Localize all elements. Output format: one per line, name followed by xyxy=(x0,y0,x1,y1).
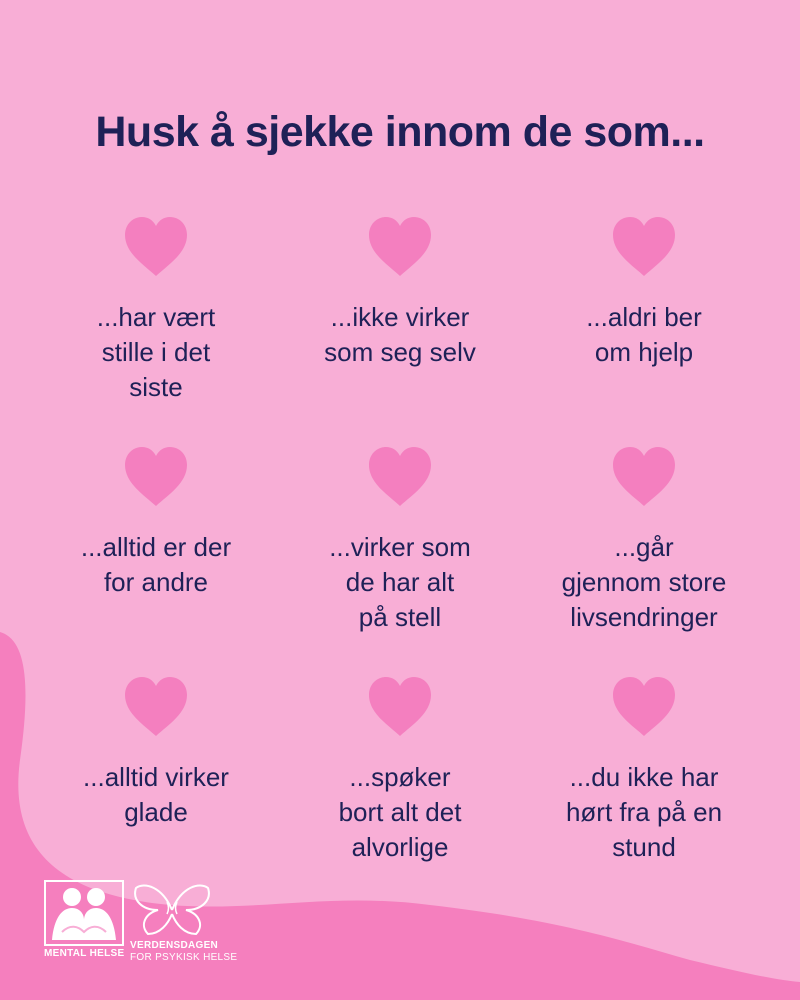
mental-helse-icon xyxy=(44,880,124,946)
item-text: ...har vært stille i det siste xyxy=(96,302,216,402)
butterfly-icon xyxy=(132,880,212,938)
heart-icon xyxy=(611,446,677,508)
item-0 xyxy=(34,216,278,405)
item-text: ...går gjennom store livsendringer xyxy=(561,532,727,632)
item-1 xyxy=(278,216,522,370)
heart-icon xyxy=(367,676,433,738)
item-7 xyxy=(278,676,522,865)
item-text: ...aldri ber om hjelp xyxy=(586,302,702,367)
mental-helse-logo xyxy=(44,880,124,962)
item-8 xyxy=(522,676,766,865)
item-3 xyxy=(34,446,278,600)
item-text: ...spøker bort alt det alvorlige xyxy=(338,762,462,862)
heart-icon xyxy=(123,676,189,738)
heart-icon xyxy=(611,676,677,738)
item-text: ...virker som de har alt på stell xyxy=(329,532,471,632)
item-6 xyxy=(34,676,278,830)
item-text: ...du ikke har hørt fra på en stund xyxy=(565,762,723,862)
item-text: ...ikke virker som seg selv xyxy=(324,302,476,367)
mental-helse-label: MENTAL HELSE xyxy=(44,948,125,959)
heart-icon xyxy=(123,216,189,278)
verdensdagen-label: VERDENSDAGEN xyxy=(130,940,219,951)
item-5 xyxy=(522,446,766,635)
item-2 xyxy=(522,216,766,370)
item-text: ...alltid virker glade xyxy=(83,762,229,827)
item-4 xyxy=(278,446,522,635)
heart-icon xyxy=(611,216,677,278)
heart-icon xyxy=(367,216,433,278)
heart-icon xyxy=(123,446,189,508)
verdensdagen-logo xyxy=(132,880,264,962)
item-text: ...alltid er der for andre xyxy=(80,532,232,597)
heart-icon xyxy=(367,446,433,508)
page-title: Husk å sjekke innom de som... xyxy=(95,108,705,156)
verdensdagen-sublabel: FOR PSYKISK HELSE xyxy=(130,952,238,963)
